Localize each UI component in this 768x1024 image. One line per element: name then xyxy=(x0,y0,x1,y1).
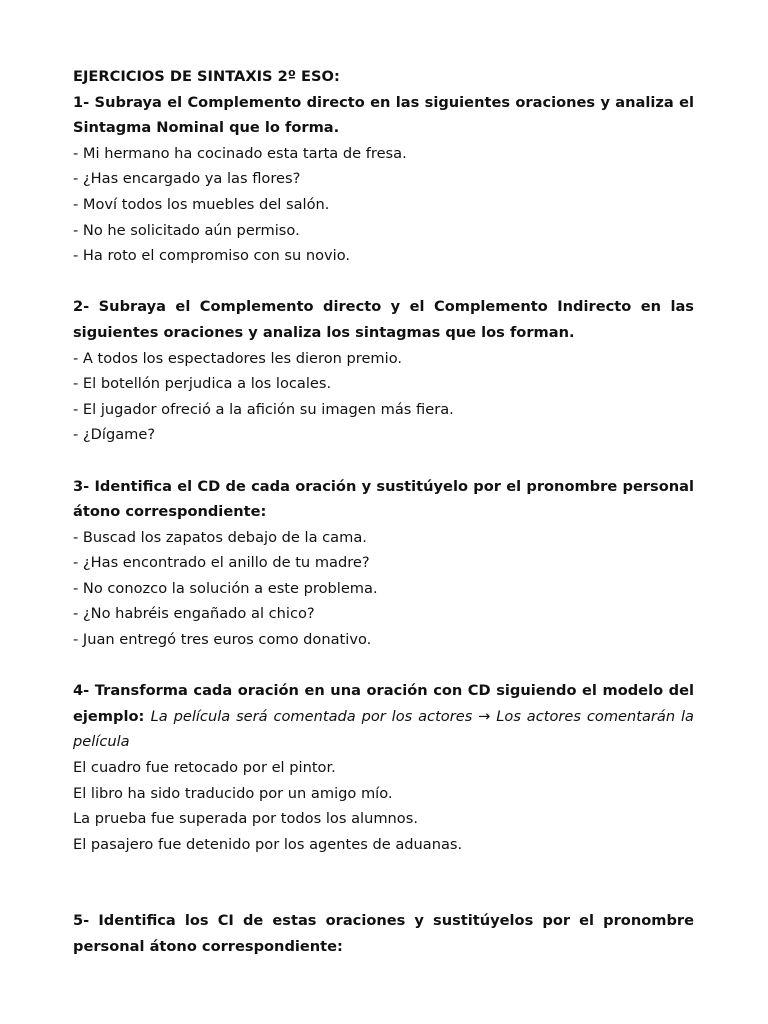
exercise-1-heading: 1- Subraya el Complemento directo en las siguientes oraciones y analiza el Sintagma Nominal que lo forma. xyxy=(73,93,694,137)
exercise-2-heading: 2- Subraya el Complemento directo y el Complemento Indirecto en las siguientes oraciones y analiza los sintagmas que los forman. xyxy=(73,298,694,341)
exercise-3-item: - ¿Has encontrado el anillo de tu madre? xyxy=(73,554,370,572)
document-page xyxy=(73,64,694,960)
spacer xyxy=(73,653,694,679)
exercise-2-item: - ¿Dígame? xyxy=(73,426,156,444)
exercise-2-item: - El botellón perjudica a los locales. xyxy=(73,375,332,393)
exercise-4-heading xyxy=(73,678,694,755)
exercise-3-item: - ¿No habréis engañado al chico? xyxy=(73,605,315,623)
exercise-3-item: - Juan entregó tres euros como donativo. xyxy=(73,631,372,649)
exercise-1-item: - No he solicitado aún permiso. xyxy=(73,221,300,239)
exercise-1-item: - Ha roto el compromiso con su novio. xyxy=(73,247,351,265)
exercise-4-heading-text: 4- Transforma cada oración en una oración con CD siguiendo el modelo del ejemplo: xyxy=(73,682,694,725)
exercise-5-heading: 5- Identifica los CI de estas oraciones y sustitúyelos por el pronombre personal átono correspondiente: xyxy=(73,912,694,955)
exercise-4-item: El cuadro fue retocado por el pintor. xyxy=(73,759,336,777)
exercise-2-item: - El jugador ofreció a la afición su imagen más fiera. xyxy=(73,400,454,418)
exercise-1-item: - Mi hermano ha cocinado esta tarta de fresa. xyxy=(73,144,407,162)
document-title: EJERCICIOS DE SINTAXIS 2º ESO: xyxy=(73,68,340,85)
exercise-3-heading: 3- Identifica el CD de cada oración y sustitúyelo por el pronombre personal átono correspondiente: xyxy=(73,477,694,521)
exercise-4-item: El libro ha sido traducido por un amigo mío. xyxy=(73,784,393,802)
spacer xyxy=(73,269,694,295)
spacer xyxy=(73,448,694,474)
exercise-4-example: La película será comentada por los actores → Los actores comentarán la película xyxy=(73,707,694,751)
exercise-1-item: - ¿Has encargado ya las flores? xyxy=(73,170,301,188)
spacer xyxy=(73,857,694,908)
exercise-3-item: - Buscad los zapatos debajo de la cama. xyxy=(73,528,367,546)
exercise-2-item: - A todos los espectadores les dieron premio. xyxy=(73,349,403,367)
exercise-1-item: - Moví todos los muebles del salón. xyxy=(73,195,330,213)
exercise-3-item: - No conozco la solución a este problema. xyxy=(73,579,378,597)
exercise-4-item: La prueba fue superada por todos los alumnos. xyxy=(73,810,418,828)
exercise-4-item: El pasajero fue detenido por los agentes de aduanas. xyxy=(73,835,463,853)
